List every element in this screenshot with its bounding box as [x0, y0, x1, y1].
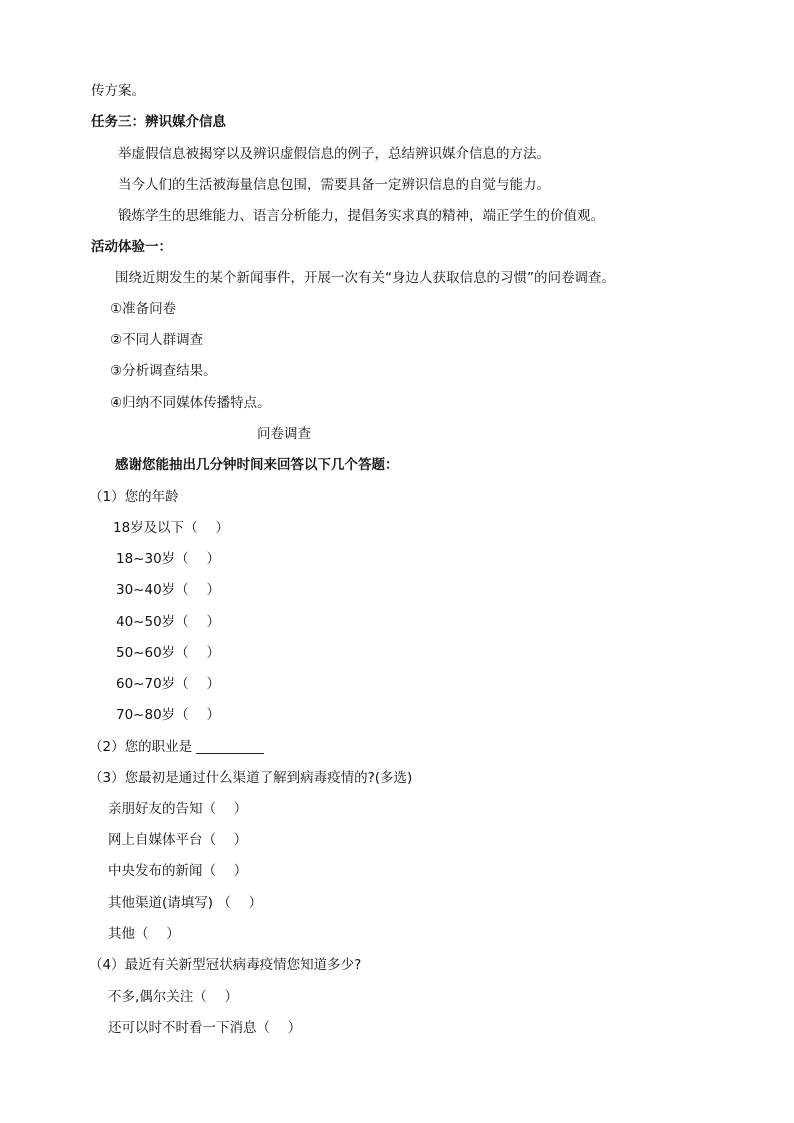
answer-option: 其他渠道(请填写) （ ）	[108, 895, 263, 911]
answer-option: 60~70岁（ ）	[116, 676, 220, 692]
answer-option: 网上自媒体平台（ ）	[108, 832, 248, 848]
answer-option: 亲朋好友的告知（ ）	[108, 801, 248, 817]
answer-option: 30~40岁（ ）	[116, 582, 220, 598]
list-item: ④归纳不同媒体传播特点。	[110, 395, 271, 411]
answer-option: 50~60岁（ ）	[116, 645, 220, 661]
answer-option: 18~30岁（ ）	[116, 551, 220, 567]
question: （3）您最初是通过什么渠道了解到病毒疫情的?(多选)	[89, 770, 413, 786]
question: （4）最近有关新型冠状病毒疫情您知道多少?	[89, 957, 362, 973]
text-line: 传方案。	[91, 83, 145, 99]
text-line: 举虚假信息被揭穿以及辨识虚假信息的例子，总结辨识媒介信息的方法。	[118, 146, 550, 162]
answer-option: 其他（ ）	[108, 926, 180, 942]
question: （2）您的职业是 __________	[89, 739, 264, 755]
section-heading: 任务三：辨识媒介信息	[91, 114, 226, 130]
answer-option: 70~80岁（ ）	[116, 707, 220, 723]
question: （1）您的年龄	[89, 489, 179, 505]
survey-intro: 感谢您能抽出几分钟时间来回答以下几个答题：	[115, 457, 399, 473]
answer-option: 40~50岁（ ）	[116, 614, 220, 630]
list-item: ③分析调查结果。	[110, 363, 217, 379]
answer-option: 不多,偶尔关注（ ）	[108, 989, 239, 1005]
text-line: 围绕近期发生的某个新闻事件，开展一次有关“身边人获取信息的习惯”的问卷调查。	[115, 270, 615, 286]
list-item: ②不同人群调查	[110, 332, 204, 348]
text-line: 当今人们的生活被海量信息包围，需要具备一定辨识信息的自觉与能力。	[118, 177, 550, 193]
answer-option: 18岁及以下（ ）	[113, 520, 229, 536]
section-heading: 活动体验一：	[91, 239, 172, 255]
text-line: 锻炼学生的思维能力、语言分析能力，提倡务实求真的精神，端正学生的价值观。	[118, 208, 604, 224]
survey-title: 问卷调查	[257, 426, 311, 442]
answer-option: 还可以时不时看一下消息（ ）	[108, 1020, 302, 1036]
answer-option: 中央发布的新闻（ ）	[108, 863, 248, 879]
list-item: ①准备问卷	[110, 301, 177, 317]
